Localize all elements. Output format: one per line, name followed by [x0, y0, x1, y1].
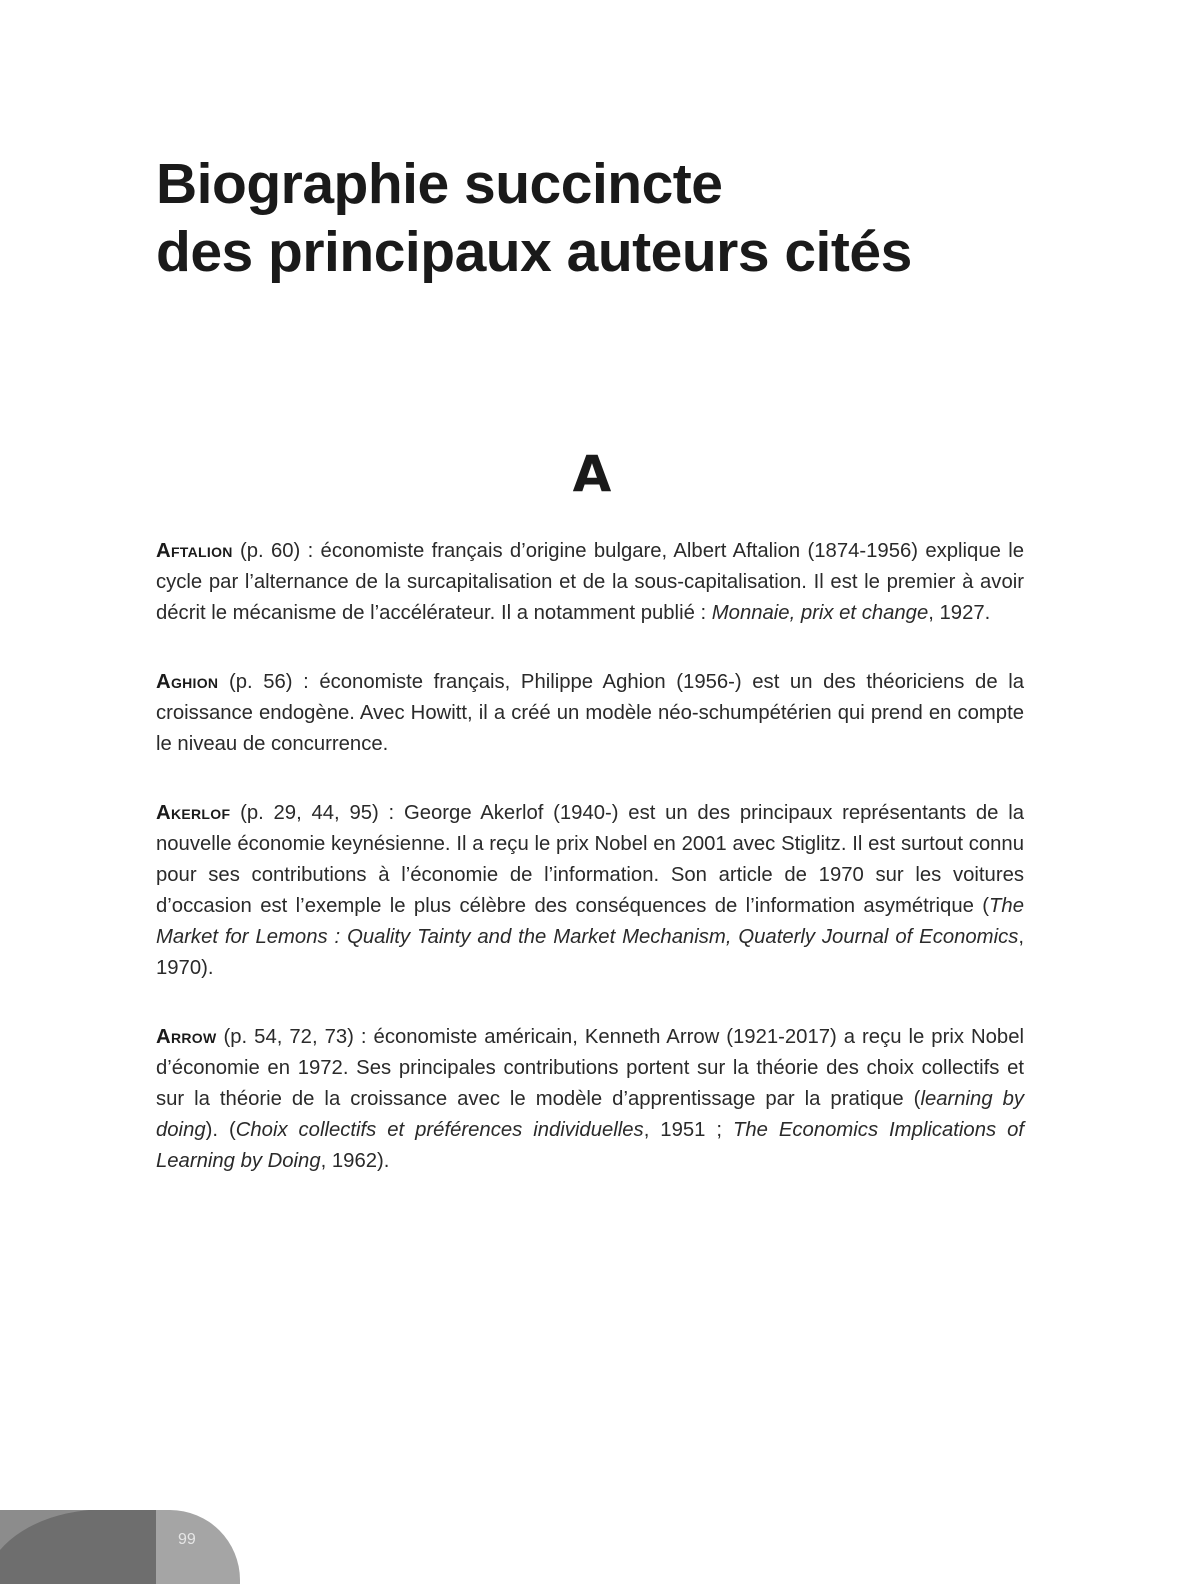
page-number: 99 [178, 1531, 196, 1548]
entry-text: : économiste français, Philippe Aghion (1956-) est un des théoriciens de la croissance endogène. Avec Howitt, il a créé un modèle néo-schumpétérien qui prend en compte le niveau de concurrence. [156, 671, 1024, 755]
entry-book-title: learning by doing [156, 1088, 1024, 1141]
entry-book-title: The Market for Lemons : Quality Tainty and the Market Mechanism, Quaterly Journal of Economics [156, 895, 1024, 948]
entry-text: : George Akerlof (1940-) est un des principaux représentants de la nouvelle économie keynésienne. Il a reçu le prix Nobel en 2001 avec Stiglitz. Il est surtout connu pour ses contributions à l’économie de l’information. Son article de 1970 sur les voitures d’occasion est l’exemple le plus célèbre des conséquences de l’information asymétrique ( [156, 802, 1025, 917]
page-title-line-2: des principaux auteurs cités [156, 220, 912, 284]
page-title [156, 150, 1056, 286]
entry-page-refs: (p. 54, 72, 73) [223, 1026, 354, 1048]
biography-entry-arrow [156, 1022, 1024, 1177]
entry-name: Akerlof [156, 802, 231, 824]
page-title-line-1: Biographie succincte [156, 152, 723, 216]
entry-page-refs: (p. 29, 44, 95) [240, 802, 379, 824]
biography-entry-aghion [156, 667, 1024, 760]
biography-entries [156, 536, 1024, 1215]
entry-page-refs: (p. 56) [228, 671, 293, 693]
entry-text: ). ( [205, 1119, 236, 1141]
biography-entry-aftalion [156, 536, 1024, 629]
entry-name: Arrow [156, 1026, 217, 1048]
entry-text: , 1970). [156, 926, 1024, 979]
section-letter-heading: A [572, 445, 612, 503]
footer-decoration [0, 1510, 240, 1584]
entry-page-refs: (p. 60) [240, 540, 301, 562]
entry-text: , 1927. [928, 602, 991, 624]
entry-text: : économiste français d’origine bulgare, Albert Aftalion (1874-1956) explique le cycle par l’alternance de la surcapitalisation et de la sous-capitalisation. Il est le premier à avoir décrit le mécanisme de l’accélérateur. Il a notamment publié : [156, 540, 1024, 624]
entry-name: Aftalion [156, 540, 233, 562]
entry-book-title: The Economics Implications of Learning by Doing [156, 1119, 1024, 1172]
entry-book-title: Choix collectifs et préférences individuelles [235, 1119, 644, 1141]
entry-text: , 1951 ; [643, 1119, 733, 1141]
entry-name: Aghion [156, 671, 219, 693]
entry-book-title: Monnaie, prix et change [711, 602, 929, 624]
biography-entry-akerlof [156, 798, 1024, 984]
entry-text: : économiste américain, Kenneth Arrow (1921-2017) a reçu le prix Nobel d’économie en 1972. Ses principales contributions portent sur la théorie des choix collectifs et sur la théorie de la croissance avec le modèle d’apprentissage par la pratique ( [156, 1026, 1024, 1110]
entry-text: , 1962). [320, 1150, 390, 1172]
